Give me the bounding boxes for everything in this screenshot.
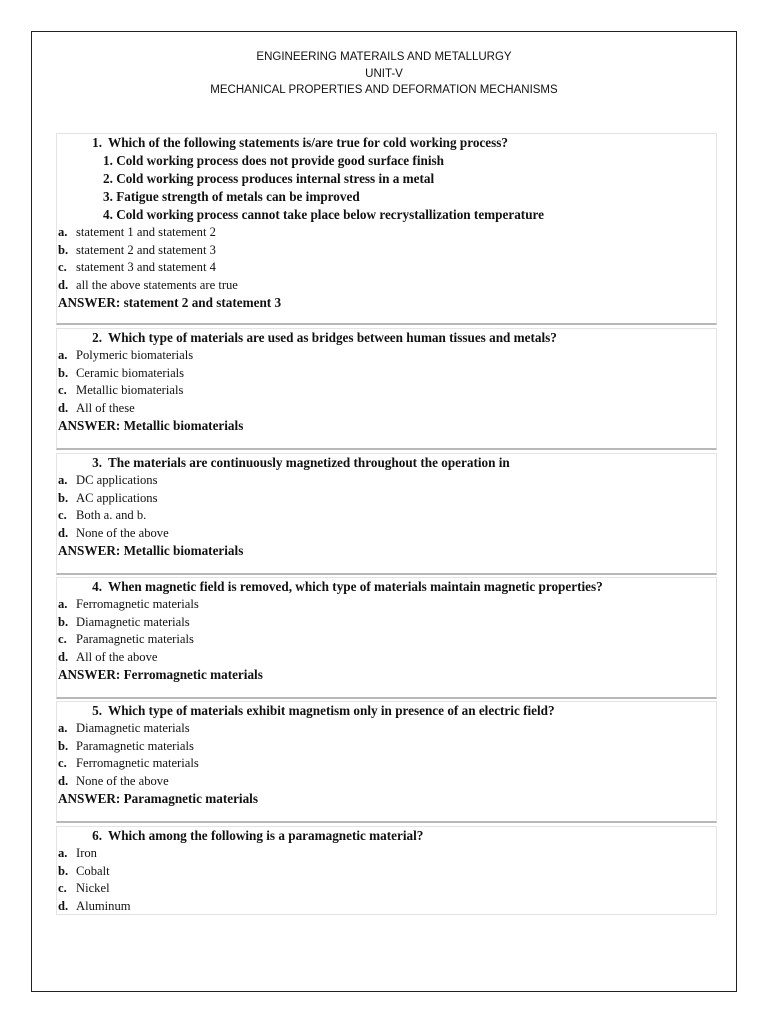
document-header [31, 49, 737, 99]
option-b: b. Cobalt [58, 863, 110, 878]
question-2 [56, 328, 717, 450]
option-c: c. Ferromagnetic materials [58, 756, 199, 770]
option-d: d. None of the above [58, 525, 169, 540]
question-3 [56, 453, 717, 575]
section-title: MECHANICAL PROPERTIES AND DEFORMATION MECHANISMS [210, 84, 558, 96]
answer: ANSWER: Metallic biomaterials [58, 543, 244, 558]
option-a: a. DC applications [58, 473, 158, 487]
question-text: 5. Which type of materials exhibit magnetism only in presence of an electric field? [92, 703, 555, 718]
question-text: 1. Which of the following statements is/are true for cold working process? [92, 135, 508, 150]
option-b: b. Paramagnetic materials [58, 738, 194, 753]
option-d: d. All of the above [58, 649, 158, 664]
option-c: c. statement 3 and statement 4 [58, 260, 216, 274]
answer: ANSWER: Paramagnetic materials [58, 791, 258, 806]
option-c: c. Both a. and b. [58, 508, 147, 522]
option-c: c. Metallic biomaterials [58, 383, 184, 397]
answer: ANSWER: Ferromagnetic materials [58, 667, 263, 682]
option-b: b. Diamagnetic materials [58, 614, 190, 629]
option-d: d. all the above statements are true [58, 277, 238, 292]
option-d: d. All of these [58, 400, 135, 415]
option-b: b. AC applications [58, 490, 158, 505]
question-1 [56, 133, 717, 325]
unit-label: UNIT-V [365, 67, 403, 80]
option-b: b. statement 2 and statement 3 [58, 242, 216, 257]
question-4 [56, 577, 717, 699]
option-a: a. Diamagnetic materials [58, 721, 190, 735]
option-c: c. Paramagnetic materials [58, 632, 194, 646]
question-text: 2. Which type of materials are used as bridges between human tissues and metals? [92, 330, 557, 345]
option-d: d. Aluminum [58, 898, 131, 913]
option-a: a. statement 1 and statement 2 [58, 225, 216, 239]
question-text: 4. When magnetic field is removed, which type of materials maintain magnetic properties? [92, 579, 603, 594]
option-d: d. None of the above [58, 773, 169, 788]
question-5 [56, 701, 717, 823]
option-a: a. Ferromagnetic materials [58, 597, 199, 611]
answer: ANSWER: Metallic biomaterials [58, 418, 244, 433]
statement: 3. Fatigue strength of metals can be improved [103, 189, 360, 204]
option-a: a. Polymeric biomaterials [58, 348, 194, 362]
option-a: a. Iron [58, 846, 97, 860]
question-text: 3. The materials are continuously magnetized throughout the operation in [92, 455, 510, 470]
option-b: b. Ceramic biomaterials [58, 365, 185, 380]
question-text: 6. Which among the following is a paramagnetic material? [92, 828, 424, 843]
statement: 4. Cold working process cannot take place below recrystallization temperature [103, 207, 544, 222]
course-title: ENGINEERING MATERAILS AND METALLURGY [256, 51, 512, 63]
statement: 2. Cold working process produces internal stress in a metal [103, 171, 435, 186]
question-6 [56, 826, 717, 915]
answer: ANSWER: statement 2 and statement 3 [58, 295, 282, 310]
option-c: c. Nickel [58, 881, 110, 895]
statement: 1. Cold working process does not provide good surface finish [103, 153, 444, 168]
